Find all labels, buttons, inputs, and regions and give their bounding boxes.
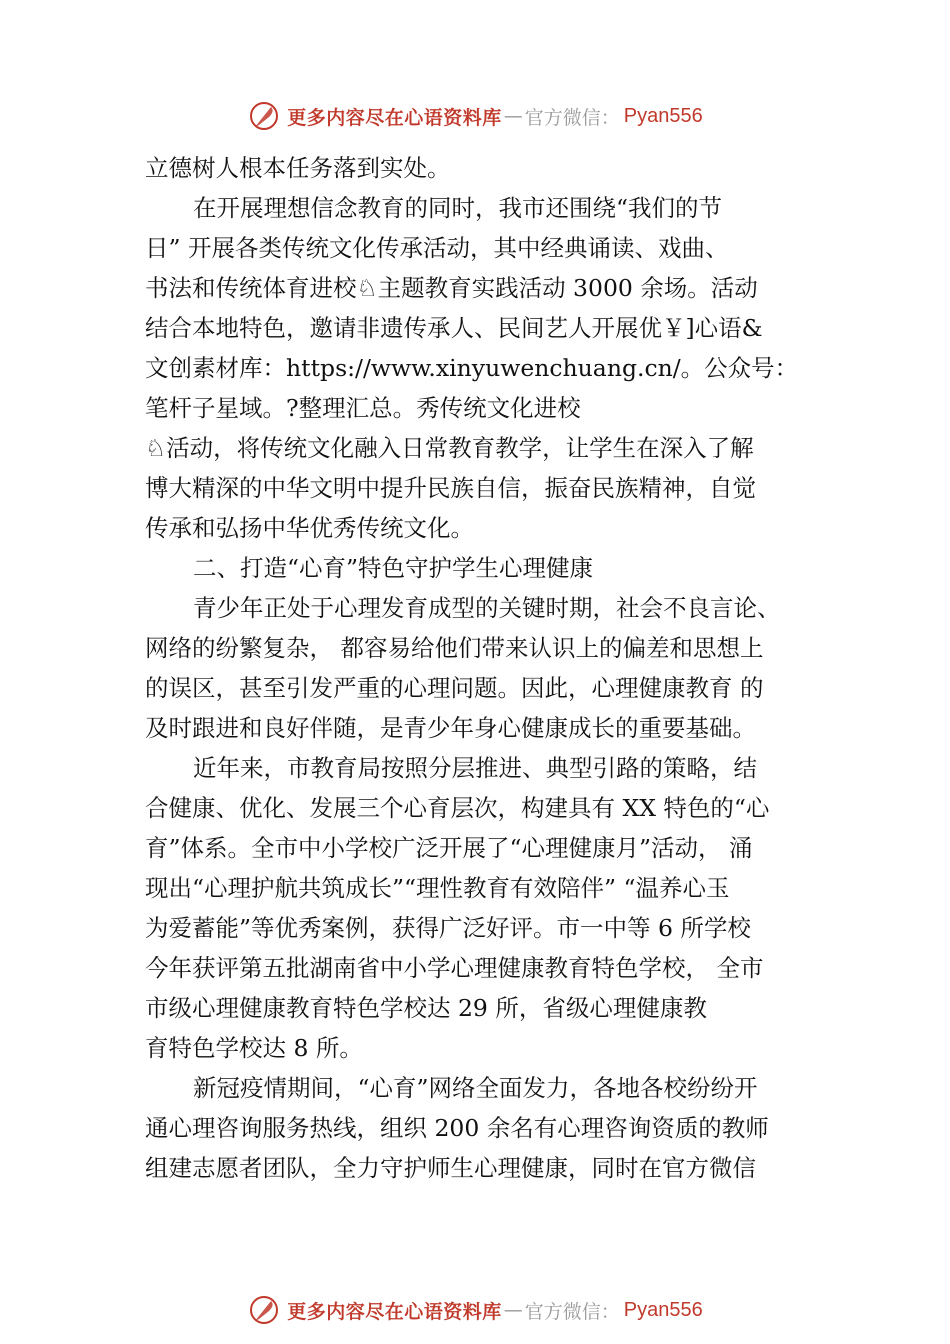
text-line: 结合本地特色，邀请非遗传承人、民间艺人开展优￥]心语&: [145, 314, 763, 342]
site-text: 更多内容尽在心语资料库: [287, 106, 502, 129]
wechat-id: Pyan556: [623, 1298, 703, 1321]
footer-banner: [0, 1290, 950, 1330]
text-line: 青少年正处于心理发育成型的关键时期，社会不良言论、: [193, 594, 781, 622]
text-line: 笔杆子星域。?整理汇总。秀传统文化进校: [145, 394, 581, 422]
dash: —: [503, 105, 523, 127]
section-heading: 二、打造“心育”特色守护学生心理健康: [193, 554, 594, 582]
feather-logo-icon: [247, 1293, 281, 1327]
document-body: [145, 148, 835, 1188]
text-line: 现出“心理护航共筑成长”“理性教育有效陪伴” “温养心玉: [145, 874, 730, 902]
text-line: 组建志愿者团队，全力守护师生心理健康，同时在官方微信: [145, 1154, 756, 1182]
text-line: 的误区，甚至引发严重的心理问题。因此，心理健康教育 的: [145, 674, 764, 702]
text-line: 文创素材库：https://www.xinyuwenchuang.cn/。公众号：: [145, 354, 799, 382]
text-line: 市级心理健康教育特色学校达 29 所，省级心理健康教: [145, 994, 707, 1022]
text-line: 育特色学校达 8 所。: [145, 1034, 363, 1062]
text-line: 合健康、优化、发展三个心育层次，构建具有 XX 特色的“心: [145, 794, 770, 822]
site-text: 更多内容尽在心语资料库: [287, 1300, 502, 1323]
text-line: 传承和弘扬中华优秀传统文化。: [145, 514, 474, 542]
text-line: 育”体系。全市中小学校广泛开展了“心理健康月”活动， 涌: [145, 834, 753, 862]
header-banner: [0, 96, 950, 136]
text-line: 今年获评第五批湖南省中小学心理健康教育特色学校， 全市: [145, 954, 764, 982]
text-line: 及时跟进和良好伴随，是青少年身心健康成长的重要基础。: [145, 714, 756, 742]
text-line: ♘活动，将传统文化融入日常教育教学，让学生在深入了解: [145, 434, 754, 462]
text-line: 立德树人根本任务落到实处。: [145, 154, 451, 182]
text-line: 日” 开展各类传统文化传承活动，其中经典诵读、戏曲、: [145, 234, 729, 262]
feather-logo-icon: [247, 99, 281, 133]
text-line: 为爱蓄能”等优秀案例，获得广泛好评。市一中等 6 所学校: [145, 914, 751, 942]
wechat-id: Pyan556: [623, 104, 703, 127]
text-line: 书法和传统体育进校♘主题教育实践活动 3000 余场。活动: [145, 274, 758, 302]
wechat-label: 官方微信：: [524, 106, 620, 129]
text-line: 通心理咨询服务热线，组织 200 余名有心理咨询资质的教师: [145, 1114, 769, 1142]
wechat-label: 官方微信：: [524, 1300, 620, 1323]
text-line: 在开展理想信念教育的同时，我市还围绕“我们的节: [193, 194, 723, 222]
dash: —: [503, 1299, 523, 1321]
text-line: 近年来，市教育局按照分层推进、典型引路的策略，结: [193, 754, 757, 782]
text-line: 博大精深的中华文明中提升民族自信，振奋民族精神，自觉: [145, 474, 756, 502]
text-line: 网络的纷繁复杂， 都容易给他们带来认识上的偏差和思想上: [145, 634, 764, 662]
text-line: 新冠疫情期间，“心育”网络全面发力，各地各校纷纷开: [193, 1074, 758, 1102]
